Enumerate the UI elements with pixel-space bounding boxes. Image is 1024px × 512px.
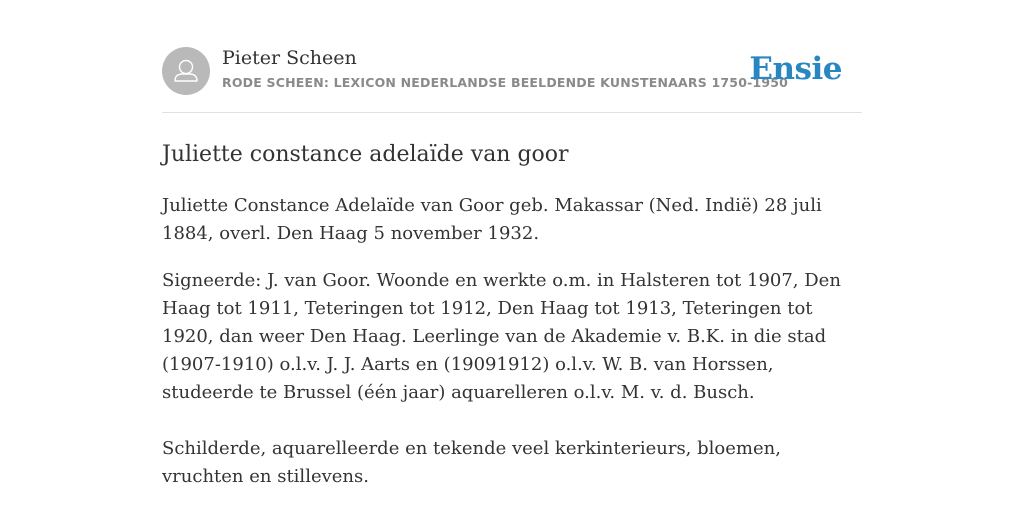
entry-header — [162, 47, 862, 113]
entry-container — [162, 47, 862, 491]
avatar[interactable] — [162, 47, 210, 95]
page-title: Juliette constance adelaïde van goor — [162, 142, 569, 167]
body-paragraph-work: Schilderde, aquarelleerde en tekende veel kerkinterieurs, bloemen, vruchten en stillevens. — [162, 438, 781, 487]
author-name[interactable]: Pieter Scheen — [222, 47, 357, 69]
body-paragraph-birth: Juliette Constance Adelaïde van Goor geb. Makassar (Ned. Indië) 28 juli 1884, overl. Den Haag 5 november 1932. — [162, 195, 822, 244]
body-paragraph-biography: Signeerde: J. van Goor. Woonde en werkte o.m. in Halsteren tot 1907, Den Haag tot 1911, Teteringen tot 1912, Den Haag tot 1913, Teteringen tot 1920, dan weer Den Haag. Leerlinge van de Akademie v. B.K. in die stad (1907-1910) o.l.v. J. J. Aarts en (19091912) o.l.v. W. B. van Horssen, studeerde te Brussel (één jaar) aquarelleren o.l.v. M. v. d. Busch. — [162, 270, 841, 403]
brand-logo[interactable]: Ensie — [749, 51, 842, 87]
user-icon — [162, 47, 210, 95]
source-title[interactable]: RODE SCHEEN: LEXICON NEDERLANDSE BEELDENDE KUNSTENAARS 1750-1950 — [222, 75, 789, 90]
